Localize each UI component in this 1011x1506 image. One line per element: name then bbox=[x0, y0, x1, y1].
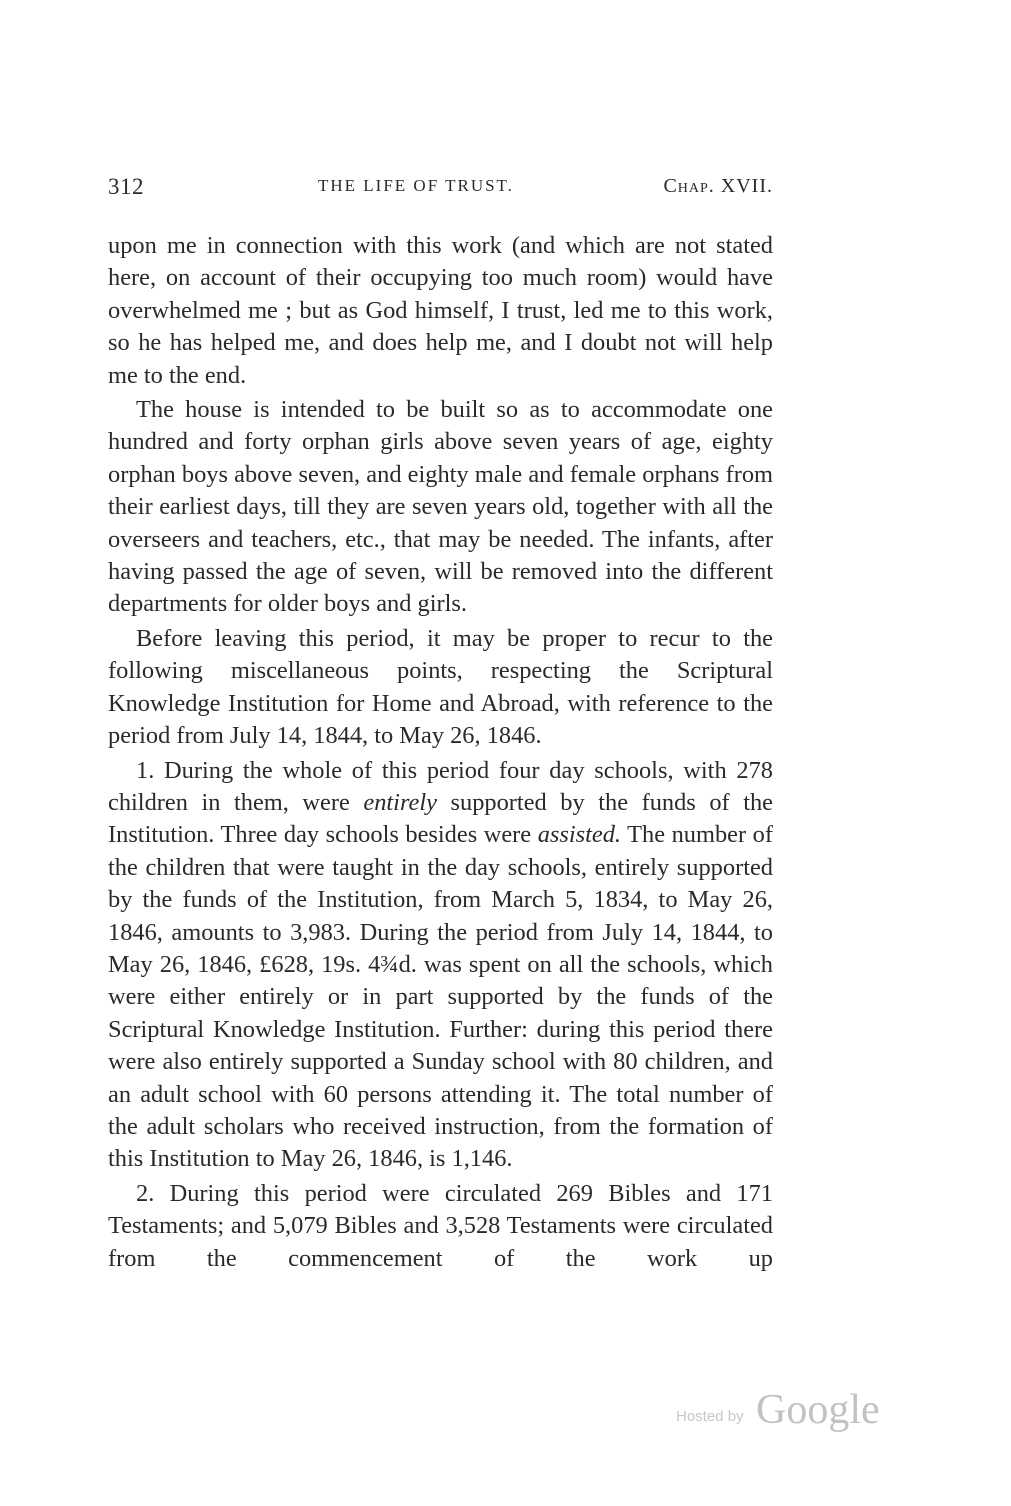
paragraph-1: upon me in connection with this work (and which are not stated here, on account of their occupying too much room) would have overwhelmed me ; but as God himself, I trust, led me to this work, so he has helped me, and does help me, and I doubt not will help me to the end. bbox=[108, 232, 773, 389]
paragraph-4-text-c: supported by the funds of the Institution. Three day schools besides were bbox=[108, 788, 773, 849]
chapter-label: Chap. XVII. bbox=[663, 175, 773, 197]
google-watermark bbox=[676, 1388, 896, 1438]
paragraph-4-text-a: 1. During the whole of this period four day schools, with 278 children in them, were bbox=[108, 756, 773, 816]
emphasis-entirely: entirely bbox=[363, 788, 437, 816]
paragraph-5: 2. During this period were circulated 269 Bibles and 171 Testaments; and 5,079 Bibles and 3,528 Testaments were circulated from the commencement of the work up bbox=[108, 1179, 773, 1272]
running-title: THE LIFE OF TRUST. bbox=[318, 176, 514, 195]
body-text bbox=[108, 230, 773, 1277]
emphasis-assisted: assisted. bbox=[537, 821, 622, 849]
hosted-by-label: Hosted by bbox=[676, 1408, 744, 1425]
paragraph-2: The house is intended to be built so as to accommodate one hundred and forty orphan girls above seven years of age, eighty orphan boys above seven, and eighty male and female orphans from their earliest days, till they are seven years old, together with all the overseers and teachers, etc., that may be needed. The infants, after having passed the age of seven, will be removed into the different departments for older boys and girls. bbox=[108, 396, 773, 618]
page-header bbox=[108, 174, 773, 204]
paragraph-4 bbox=[108, 755, 773, 1176]
google-logo: Google bbox=[756, 1387, 880, 1433]
paragraph-4-text-e: The number of the children that were taught in the day schools, entirely supported by the funds of the Institution, from March 5, 1834, to May 26, 1846, amounts to 3,983. During the period from July 14, 1844, to May 26, 1846, £628, 19s. 4¾d. was spent on all the schools, which were either entirely or in part supported by the funds of the Scriptural Knowledge Institution. Further: during this period there were also entirely supported a Sunday school with 80 children, and an adult school with 60 persons attending it. The total number of the adult scholars who received instruction, from the formation of this Institution to May 26, 1846, is 1,146. bbox=[108, 821, 773, 1173]
page-number: 312 bbox=[108, 174, 144, 199]
paragraph-3: Before leaving this period, it may be proper to recur to the following miscellaneous points, respecting the Scriptural Knowledge Institution for Home and Abroad, with reference to the period from July 14, 1844, to May 26, 1846. bbox=[108, 624, 773, 750]
